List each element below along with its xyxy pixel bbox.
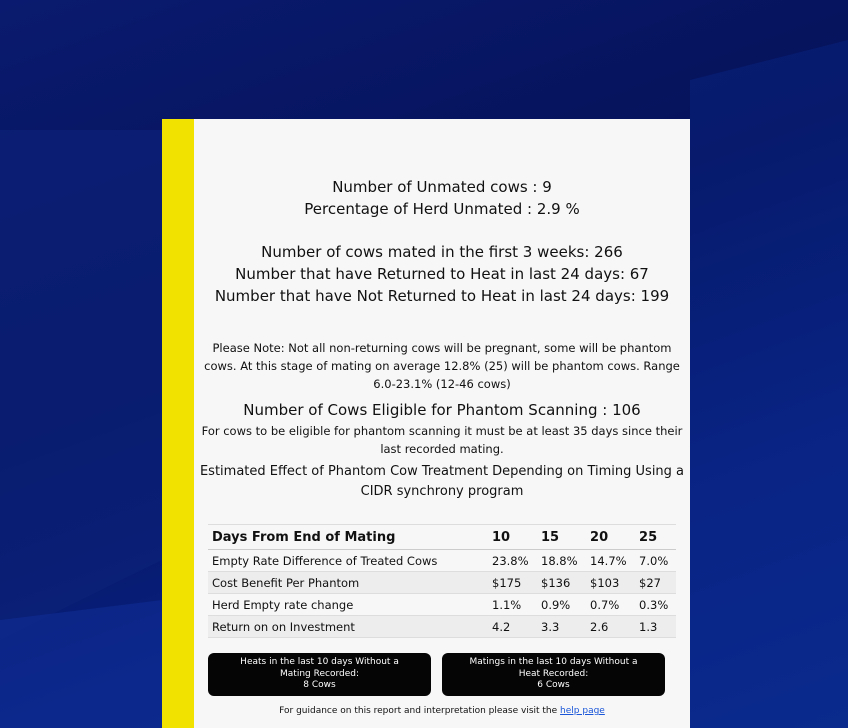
table-cell: $136 — [537, 572, 586, 594]
table-cell: 3.3 — [537, 616, 586, 638]
report-body — [194, 119, 690, 728]
table-cell: 23.8% — [488, 550, 537, 572]
table-row — [208, 616, 676, 638]
table-cell: 4.2 — [488, 616, 537, 638]
table-row — [208, 572, 676, 594]
footer-text: For guidance on this report and interpretation please visit the — [279, 706, 558, 716]
table-cell: 18.8% — [537, 550, 586, 572]
table-cell: $175 — [488, 572, 537, 594]
table-header: 10 — [488, 525, 537, 550]
button-label: Heats in the last 10 days Without a — [240, 657, 399, 668]
table-row — [208, 594, 676, 616]
table-header: 25 — [635, 525, 676, 550]
accent-stripe — [162, 119, 194, 728]
table-cell: $103 — [586, 572, 635, 594]
help-page-link[interactable]: help page — [560, 706, 605, 716]
table-cell: 1.3 — [635, 616, 676, 638]
eligible-section — [194, 399, 690, 458]
table-cell: Return on on Investment — [208, 616, 488, 638]
eligible-description: For cows to be eligible for phantom scanning it must be at least 35 days since their last recorded mating. — [201, 424, 683, 456]
eligible-title: Number of Cows Eligible for Phantom Scanning : 106 — [243, 401, 641, 419]
table-cell: 0.9% — [537, 594, 586, 616]
report-card — [162, 119, 690, 728]
table-cell: 2.6 — [586, 616, 635, 638]
table-cell: Herd Empty rate change — [208, 594, 488, 616]
returned-to-heat: Number that have Returned to Heat in last 24 days: 67 — [235, 265, 649, 283]
table-cell: Empty Rate Difference of Treated Cows — [208, 550, 488, 572]
matings-without-heat-button[interactable] — [442, 653, 665, 696]
button-label: Heat Recorded: — [518, 668, 589, 679]
not-returned-to-heat: Number that have Not Returned to Heat in last 24 days: 199 — [214, 287, 670, 305]
table-cell: $27 — [635, 572, 676, 594]
table-cell: 1.1% — [488, 594, 537, 616]
table-header: 15 — [537, 525, 586, 550]
table-cell: 7.0% — [635, 550, 676, 572]
table-header-row — [208, 525, 676, 550]
button-count: 6 Cows — [537, 680, 570, 691]
table-cell: Cost Benefit Per Phantom — [208, 572, 488, 594]
button-count: 8 Cows — [303, 680, 336, 691]
table-cell: 14.7% — [586, 550, 635, 572]
treatment-effect-table — [208, 524, 676, 638]
mating-section — [194, 241, 690, 307]
button-label: Matings in the last 10 days Without a — [469, 657, 638, 668]
table-header: 20 — [586, 525, 635, 550]
table-row — [208, 550, 676, 572]
effect-title: Estimated Effect of Phantom Cow Treatment Depending on Timing Using a CIDR synchrony program — [199, 464, 685, 499]
footer — [194, 706, 690, 716]
heats-without-mating-button[interactable] — [208, 653, 431, 696]
unmated-percentage: Percentage of Herd Unmated : 2.9 % — [304, 200, 580, 218]
unmated-section — [194, 176, 690, 220]
mated-first-3-weeks: Number of cows mated in the first 3 weeks: 266 — [261, 243, 623, 261]
table-cell: 0.7% — [586, 594, 635, 616]
unmated-count: Number of Unmated cows : 9 — [332, 178, 552, 196]
phantom-note: Please Note: Not all non-returning cows will be pregnant, some will be phantom cows. At this stage of mating on average 12.8% (25) will be phantom cows. Range 6.0-23.1% (12-46 cows) — [204, 341, 680, 391]
button-label: Mating Recorded: — [280, 668, 359, 679]
table-header: Days From End of Mating — [208, 525, 488, 550]
table-cell: 0.3% — [635, 594, 676, 616]
